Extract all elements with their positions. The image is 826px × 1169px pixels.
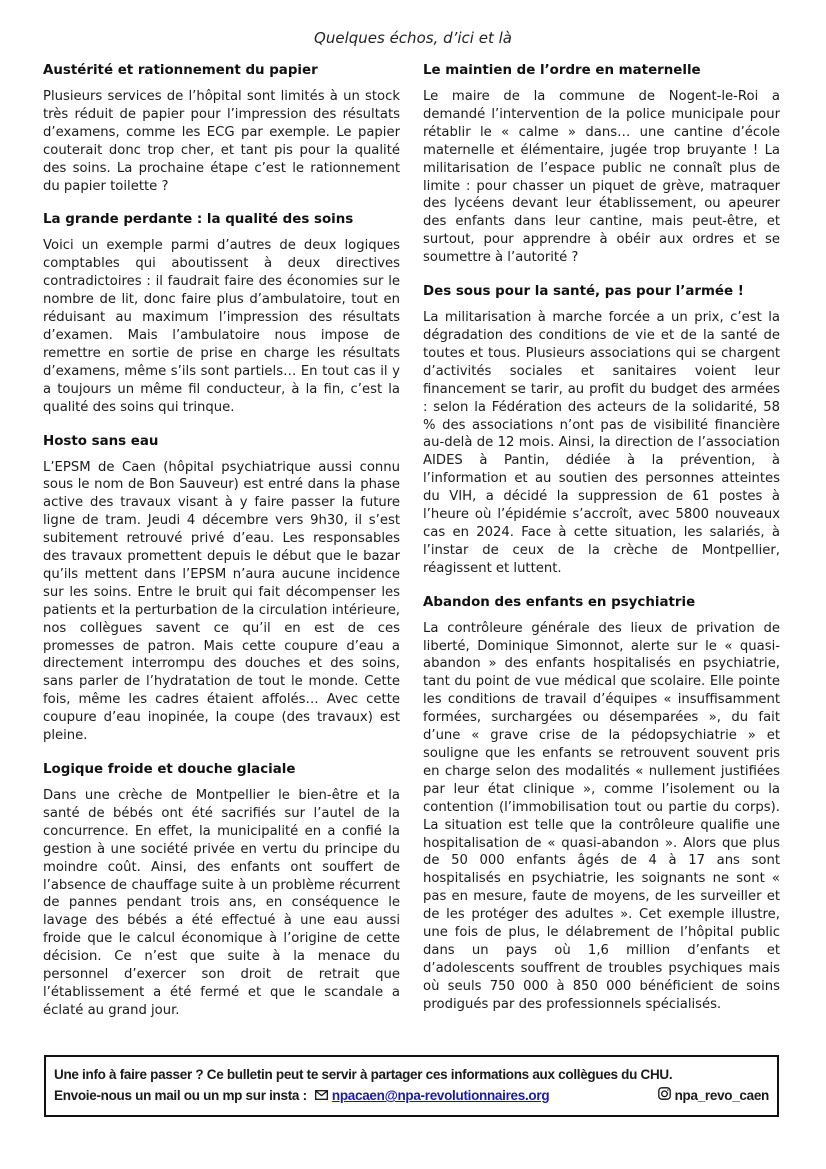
article-heading: Le maintien de l’ordre en maternelle (423, 63, 701, 78)
instagram-handle[interactable]: npa_revo_caen (674, 1088, 769, 1103)
contact-row (54, 1085, 769, 1106)
article-body: La militarisation à marche forcée a un prix, c’est la dégradation des conditions de vie et de la santé de toutes et tous. Plusieurs associations qui se chargent d’activités sociales et sanitaires voient leur financement se tarir, au profit du budget des armées : selon la Fédération des acteurs de la solidarité, 58 % des associations n’ont pas de visibilité financière au-delà de 12 mois. Ainsi, la direction de l’association AIDES à Pantin, dédiée à la prévention, à l’information et au soutien des personnes atteintes du VIH, a décidé la suppression de 61 postes à l’heure où l’épidémie s’accroît, avec 5800 nouveaux cas en 2024. Face à cette situation, les salariés, à l’instar de ceux de la crèche de Montpellier, réagissent et luttent. (423, 310, 780, 576)
left-column (43, 62, 400, 1036)
article-heading: Logique froide et douche glaciale (43, 762, 296, 777)
article-body: Plusieurs services de l’hôpital sont limités à un stock très réduit de papier pour l’impression des résultats d’examens, comme les ECG par exemple. Le papier couterait donc trop cher, et tant pis pour la qualité des soins. La prochaine étape c’est le rationnement du papier toilette ? (43, 89, 400, 194)
article-heading: Abandon des enfants en psychiatrie (423, 594, 696, 610)
right-column (423, 62, 780, 1030)
article-body: L’EPSM de Caen (hôpital psychiatrique aussi connu sous le nom de Bon Sauveur) est entré dans la phase active des travaux visant à y faire passer la future ligne de tram. Jeudi 4 décembre vers 9h30, il s’est subitement retrouvé privé d’eau. Les responsables des travaux promettent depuis le début que le bazar qu’ils mettent dans l’EPSM n’aura aucune incidence sur les soins. Entre le bruit qui fait décompenser les patients et la perturbation de la circulation intérieure, nos collègues savent ce qu’il en est de ces promesses de patron. Mais cette coupure d’eau a directement interrompu des douches et des soins, sans parler de l’hydratation de tout le monde. Cette fois, même les cadres étaient affolés… Avec cette coupure d’eau inopinée, la coupe (des travaux) est pleine. (43, 459, 400, 744)
contact-box (44, 1055, 779, 1117)
email-contact (315, 1085, 632, 1106)
contact-label: Envoie-nous un mail ou un mp sur insta : (54, 1088, 307, 1103)
article-hospital-without-water (43, 433, 400, 746)
instagram-icon (658, 1085, 671, 1106)
article-body: La contrôleure générale des lieux de privation de liberté, Dominique Simonnot, alerte sur le « quasi-abandon » des enfants hospitalisés en psychiatrie, tant du point de vue médical que scolaire. Elle pointe les conditions de travail d’équipes « insuffisamment formées, surchargées ou désemparées », du fait d’une « grave crise de la pédopsychiatrie » et souligne que les enfants se retrouvent souvent pris en charge selon des modalités « nullement justifiées par leur état clinique », comme l’isolement ou la contention (l’immobilisation tout ou partie du corps). La situation est telle que la contrôleure qualifie une hospitalisation de « quasi-abandon ». Alors que plus de 50 000 enfants âgés de 4 à 17 ans sont hospitalisés en psychiatrie, les soignants ne sont « pas en mesure, faute de moyens, de les surveiller et de les protéger des adultes ». Cet exemple illustre, une fois de plus, le délabrement de l’hôpital public dans un pays où 1,6 million d’enfants et d’adolescents souffrent de troubles psychiques mais où seuls 750 000 à 850 000 bénéficient de soins prodigués par des professionnels spécialisés. (423, 620, 780, 1012)
article-cold-shower (43, 761, 400, 1020)
article-body: Dans une crèche de Montpellier le bien-être et la santé de bébés ont été sacrifiés sur l’autel de la concurrence. En effet, la municipalité en a confié la gestion à une société privée en vertu du principe du moindre coût. Ainsi, des enfants ont souffert de l’absence de chauffage suite à un problème récurrent de pannes pendant trois ans, en conséquence le lavage des bébés a été effectué à une eau aussi froide que le calcul économique à l’origine de cette décision. Ce n’est que suite à la menace du personnel d’exercer son droit de retrait que l’établissement a été fermé et que le scandale a éclaté au grand jour. (43, 788, 400, 1018)
contact-intro: Une info à faire passer ? Ce bulletin peut te servir à partager ces informations aux collègues du CHU. (54, 1067, 673, 1082)
article-heading: Des sous pour la santé, pas pour l’armée ! (423, 284, 744, 300)
article-body: Voici un exemple parmi d’autres de deux logiques comptables qui aboutissent à deux directives contradictoires : il faudrait faire des économies sur le nombre de lit, donc faire plus d’ambulatoire, tout en réduisant au maximum l’impression des résultats d’examen. Mais l’ambulatoire nous impose de remettre en sortie de prise en charge les résultats d’examens, même s’ils sont partiels… En tout cas il y a toujours un même fil conducteur, à la fin, c’est la qualité des soins qui trinque. (43, 238, 400, 415)
article-health-not-army (423, 283, 780, 578)
article-heading: La grande perdante : la qualité des soins (43, 212, 354, 228)
email-link[interactable]: npacaen@npa-revolutionnaires.org (331, 1088, 550, 1103)
article-heading: Hosto sans eau (43, 433, 159, 449)
article-paper-rationing (43, 62, 400, 195)
envelope-icon (315, 1085, 328, 1106)
page-title: Quelques échos, d’ici et là (314, 29, 512, 47)
article-order-in-kindergarten (423, 62, 780, 267)
article-heading: Austérité et rationnement du papier (43, 63, 318, 78)
article-child-psychiatry (423, 594, 780, 1014)
article-body: Le maire de la commune de Nogent-le-Roi a demandé l’intervention de la police municipale pour rétablir le « calme » dans… une cantine d’école maternelle et élémentaire, jugée trop bruyante ! La militarisation de l’espace public ne connaît plus de limite : pour chasser un piquet de grève, matraquer des lycéens devant leur établissement, ou apeurer des enfants dans leur cantine, mais peut-être, et surtout, pour apprendre à obéir aux ordres et se soumettre à l’autorité ? (423, 89, 780, 266)
article-quality-of-care (43, 211, 400, 416)
instagram-contact (658, 1085, 769, 1106)
